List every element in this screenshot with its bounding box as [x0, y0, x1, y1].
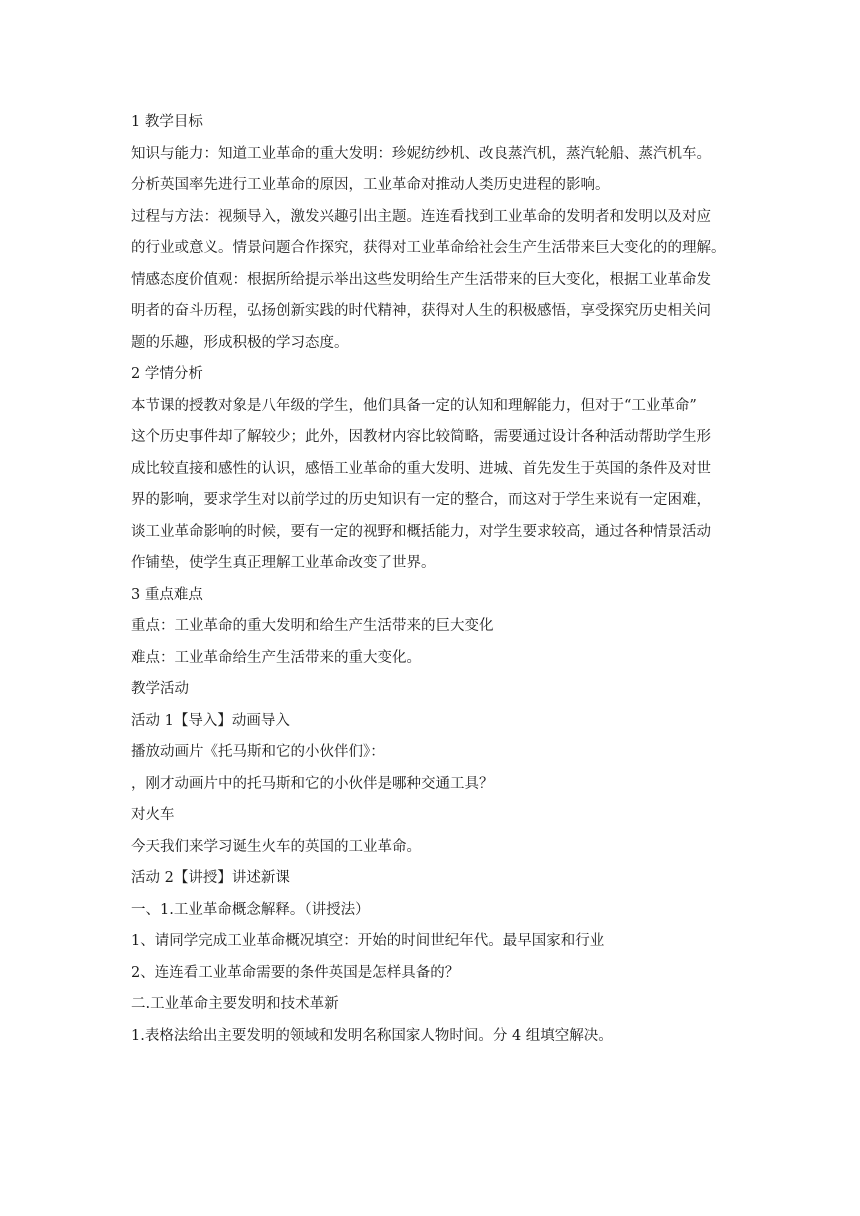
- goal-emotion-paragraph: [131, 269, 731, 354]
- key-point: 重点：工业革命的重大发明和给生产生活带来的巨大变化: [131, 618, 494, 634]
- paragraph-line: 界的影响，要求学生对以前学过的历史知识有一定的整合，而这对于学生来说有一定困难，: [131, 492, 711, 508]
- activity2-title: 活动 2【讲授】讲述新课: [131, 870, 290, 886]
- analysis-paragraph: [131, 395, 731, 575]
- difficult-point: 难点：工业革命给生产生活带来的重大变化。: [131, 649, 421, 666]
- activity1-intro: 今天我们来学习诞生火车的英国的工业革命。: [131, 838, 421, 855]
- paragraph-line: 情感态度价值观：根据所给提示举出这些发明给生产生活带来的巨大变化，根据工业革命发: [131, 271, 711, 288]
- paragraph-line: 谈工业革命影响的时候，要有一定的视野和概括能力，对学生要求较高，通过各种情景活动: [131, 523, 711, 540]
- heading-student-analysis: 2 学情分析: [131, 366, 203, 382]
- paragraph-line: 的行业或意义。情景问题合作探究，获得对工业革命给社会生产生活带来巨大变化的的理解。: [131, 240, 726, 256]
- paragraph-line: 这个历史事件却了解较少；此外，因教材内容比较简略，需要通过设计各种活动帮助学生形: [131, 429, 711, 445]
- activity1-title: 活动 1【导入】动画导入: [131, 712, 290, 729]
- paragraph-line: 明者的奋斗历程，弘扬创新实践的时代精神，获得对人生的积极感悟，享受探究历史相关问: [131, 303, 711, 319]
- section2-item1: 1.表格法给出主要发明的领域和发明名称国家人物时间。分 4 组填空解决。: [131, 1027, 613, 1044]
- goal-knowledge-paragraph: [131, 143, 731, 197]
- paragraph-line: 成比较直接和感性的认识，感悟工业革命的重大发明、进城、首先发生于英国的条件及对世: [131, 460, 711, 477]
- paragraph-line: 知识与能力：知道工业革命的重大发明：珍妮纺纱机、改良蒸汽机，蒸汽轮船、蒸汽机车。: [131, 145, 711, 162]
- heading-teaching-activities: 教学活动: [131, 681, 189, 697]
- heading-key-difficult: 3 重点难点: [131, 586, 203, 603]
- document-body: [131, 111, 731, 1056]
- section1-item2: 2、连连看工业革命需要的条件英国是怎样具备的？: [131, 964, 460, 981]
- section1-item1: 1、请同学完成工业革命概况填空：开始的时间世纪年代。最早国家和行业: [131, 933, 605, 949]
- activity1-play: 播放动画片《托马斯和它的小伙伴们》：: [131, 744, 385, 760]
- paragraph-line: 本节课的授教对象是八年级的学生，他们具备一定的认知和理解能力，但对于“工业革命”: [131, 397, 697, 414]
- paragraph-line: 作铺垫，使学生真正理解工业革命改变了世界。: [131, 555, 436, 571]
- paragraph-line: 题的乐趣，形成积极的学习态度。: [131, 334, 349, 351]
- paragraph-line: 分析英国率先进行工业革命的原因，工业革命对推动人类历史进程的影响。: [131, 177, 610, 193]
- heading-teaching-goals: 1 教学目标: [131, 114, 203, 130]
- section1-title: 一、1.工业革命概念解释。（讲授法）: [131, 901, 370, 918]
- paragraph-line: 过程与方法：视频导入，激发兴趣引出主题。连连看找到工业革命的发明者和发明以及对应: [131, 208, 711, 225]
- section2-title: 二.工业革命主要发明和技术革新: [131, 996, 339, 1012]
- activity1-answer: 对火车: [131, 807, 175, 823]
- goal-process-paragraph: [131, 206, 731, 260]
- activity1-question: ，刚才动画片中的托马斯和它的小伙伴是哪种交通工具？: [131, 775, 494, 792]
